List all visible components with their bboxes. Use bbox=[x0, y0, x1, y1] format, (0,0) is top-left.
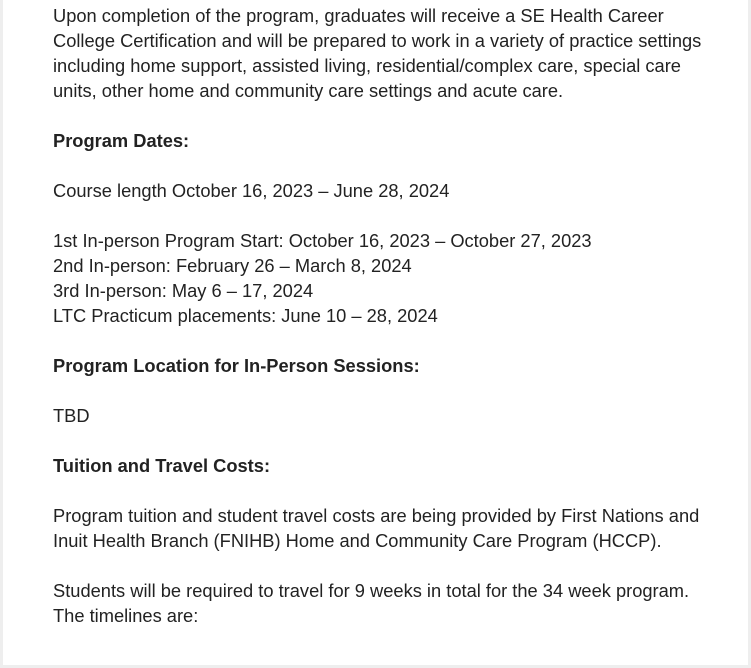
program-dates-heading: Program Dates: bbox=[53, 130, 190, 151]
session-item-1: 1st In-person Program Start: October 16, 2023 – October 27, 2023 bbox=[53, 230, 592, 251]
session-list bbox=[53, 228, 713, 328]
article-body bbox=[53, 3, 713, 628]
location-value: TBD bbox=[53, 405, 90, 426]
session-item-3: 3rd In-person: May 6 – 17, 2024 bbox=[53, 280, 314, 301]
location-heading: Program Location for In-Person Sessions: bbox=[53, 355, 420, 376]
session-item-2: 2nd In-person: February 26 – March 8, 2024 bbox=[53, 255, 412, 276]
session-item-practicum: LTC Practicum placements: June 10 – 28, 2024 bbox=[53, 305, 438, 326]
travel-paragraph: Students will be required to travel for 9 weeks in total for the 34 week program. The timelines are: bbox=[53, 580, 690, 626]
course-length-text: Course length October 16, 2023 – June 28, 2024 bbox=[53, 180, 450, 201]
tuition-paragraph: Program tuition and student travel costs are being provided by First Nations and Inuit Health Branch (FNIHB) Home and Community Care Program (HCCP). bbox=[53, 505, 700, 551]
tuition-heading: Tuition and Travel Costs: bbox=[53, 455, 271, 476]
intro-paragraph: Upon completion of the program, graduates will receive a SE Health Career College Certification and will be prepared to work in a variety of practice settings including home support, assisted living, residential/complex care, special care units, other home and community care settings and acute care. bbox=[53, 5, 702, 101]
